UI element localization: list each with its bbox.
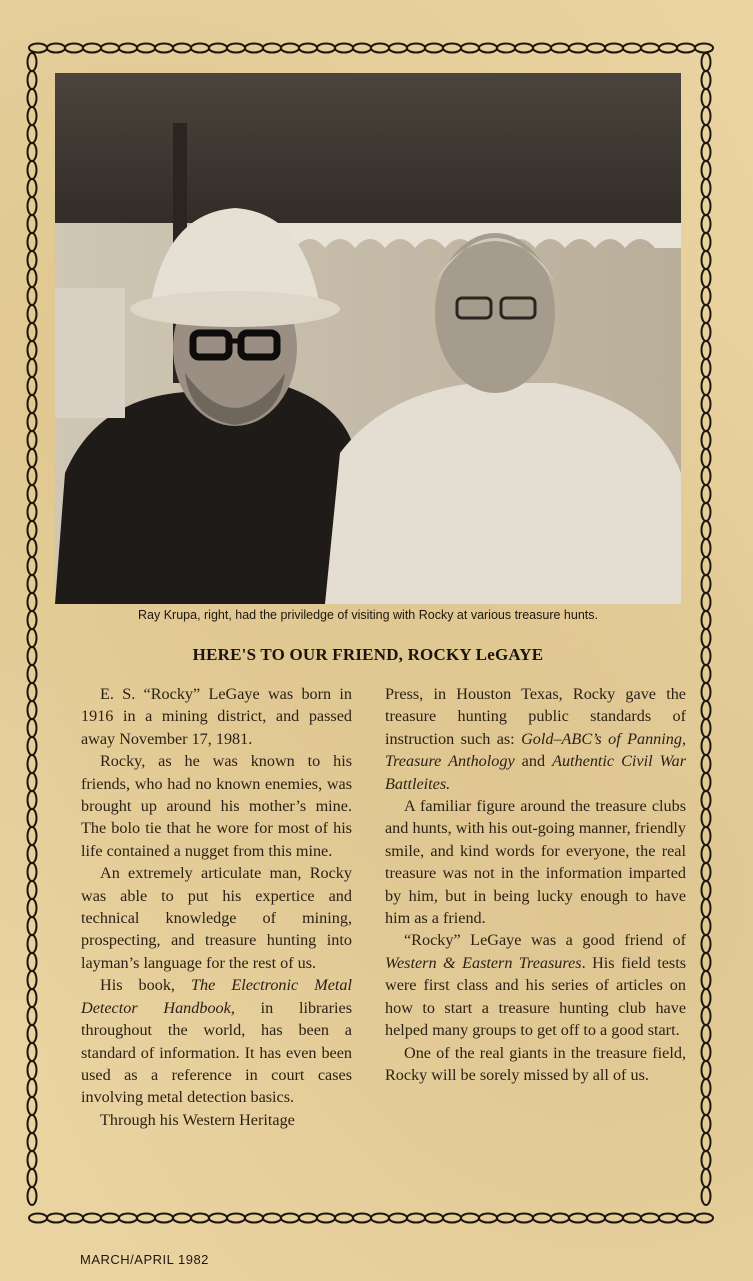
border-link bbox=[702, 557, 711, 575]
border-link bbox=[245, 1214, 263, 1223]
border-link bbox=[702, 287, 711, 305]
border-link bbox=[65, 44, 83, 53]
border-link bbox=[65, 1214, 83, 1223]
border-link bbox=[28, 737, 37, 755]
border-link bbox=[28, 791, 37, 809]
border-link bbox=[702, 611, 711, 629]
border-link bbox=[695, 1214, 713, 1223]
border-link bbox=[702, 467, 711, 485]
paragraph: One of the real giants in the treasure field, Rocky will be sorely missed by all of us. bbox=[385, 1043, 686, 1084]
border-link bbox=[29, 44, 47, 53]
border-link bbox=[702, 377, 711, 395]
border-link bbox=[702, 251, 711, 269]
border-link bbox=[28, 539, 37, 557]
border-link bbox=[173, 44, 191, 53]
border-link bbox=[119, 44, 137, 53]
border-link bbox=[209, 44, 227, 53]
border-link bbox=[28, 863, 37, 881]
border-link bbox=[587, 44, 605, 53]
border-link bbox=[702, 359, 711, 377]
border-link bbox=[702, 539, 711, 557]
border-link bbox=[28, 719, 37, 737]
paragraph: A familiar figure around the treasure clubs and hunts, with his out-going manner, friendly smile, and kind words for everyone, the real treasure was not in the information imparted by him, but in being lucky enough to have him as a friend. bbox=[385, 797, 686, 928]
border-link bbox=[702, 1097, 711, 1115]
paragraph: Through his Western Heritage bbox=[100, 1110, 295, 1129]
border-link bbox=[702, 863, 711, 881]
border-link bbox=[659, 1214, 677, 1223]
border-link bbox=[83, 1214, 101, 1223]
border-link bbox=[28, 233, 37, 251]
border-link bbox=[702, 1007, 711, 1025]
border-link bbox=[28, 197, 37, 215]
border-link bbox=[137, 44, 155, 53]
border-link bbox=[28, 1115, 37, 1133]
text-run: . His field tests were first class and his series of articles on how to start a treasure hunting club have helped many groups to get off to a good start. bbox=[385, 953, 686, 1040]
border-link bbox=[702, 881, 711, 899]
border-link bbox=[702, 323, 711, 341]
border-link bbox=[28, 215, 37, 233]
paragraph: An extremely articulate man, Rocky was able to put his expertice and technical knowledge of mining, prospecting, and treasure hunting into layman’s language for the rest of us. bbox=[81, 864, 352, 972]
border-link bbox=[28, 359, 37, 377]
border-link bbox=[702, 701, 711, 719]
border-link bbox=[28, 1043, 37, 1061]
border-link bbox=[28, 1187, 37, 1205]
border-link bbox=[28, 287, 37, 305]
border-link bbox=[443, 44, 461, 53]
border-link bbox=[28, 827, 37, 845]
border-link bbox=[389, 1214, 407, 1223]
border-link bbox=[173, 1214, 191, 1223]
border-link bbox=[702, 71, 711, 89]
border-link bbox=[28, 143, 37, 161]
border-link bbox=[28, 1025, 37, 1043]
border-link bbox=[702, 395, 711, 413]
border-link bbox=[702, 125, 711, 143]
border-link bbox=[515, 1214, 533, 1223]
border-link bbox=[28, 377, 37, 395]
border-link bbox=[227, 1214, 245, 1223]
border-link bbox=[702, 143, 711, 161]
border-link bbox=[28, 845, 37, 863]
border-link bbox=[702, 305, 711, 323]
border-link bbox=[371, 44, 389, 53]
border-link bbox=[569, 1214, 587, 1223]
border-link bbox=[28, 269, 37, 287]
border-link bbox=[479, 44, 497, 53]
border-link bbox=[28, 701, 37, 719]
text-run: Press, in Houston Texas, Rocky gave the treasure hunting public standards of instruction such as: bbox=[385, 685, 686, 748]
border-link bbox=[28, 683, 37, 701]
border-link bbox=[702, 1169, 711, 1187]
border-link bbox=[28, 935, 37, 953]
border-link bbox=[702, 827, 711, 845]
border-link bbox=[702, 1061, 711, 1079]
border-link bbox=[28, 503, 37, 521]
border-link bbox=[28, 899, 37, 917]
border-link bbox=[407, 1214, 425, 1223]
border-link bbox=[702, 953, 711, 971]
border-link bbox=[28, 647, 37, 665]
border-link bbox=[28, 881, 37, 899]
paragraph bbox=[385, 683, 686, 795]
border-link bbox=[28, 251, 37, 269]
border-link bbox=[533, 44, 551, 53]
border-link bbox=[28, 989, 37, 1007]
text-run: “Rocky” LeGaye was a good friend of bbox=[404, 931, 686, 950]
border-link bbox=[263, 1214, 281, 1223]
border-link bbox=[702, 269, 711, 287]
border-link bbox=[28, 179, 37, 197]
border-link bbox=[28, 629, 37, 647]
paragraph: Rocky, as he was known to his friends, who had no known enemies, was brought up around his mother’s mine. The bolo tie that he wore for most of his life contained a nugget from this mine. bbox=[81, 752, 352, 860]
border-link bbox=[263, 44, 281, 53]
border-link bbox=[28, 521, 37, 539]
border-link bbox=[281, 44, 299, 53]
border-link bbox=[702, 197, 711, 215]
border-link bbox=[28, 467, 37, 485]
border-link bbox=[702, 719, 711, 737]
border-link bbox=[702, 845, 711, 863]
border-link bbox=[605, 44, 623, 53]
border-link bbox=[702, 899, 711, 917]
border-link bbox=[425, 44, 443, 53]
border-link bbox=[317, 44, 335, 53]
photograph bbox=[55, 73, 681, 604]
border-link bbox=[227, 44, 245, 53]
border-link bbox=[702, 485, 711, 503]
border-link bbox=[245, 44, 263, 53]
border-link bbox=[641, 1214, 659, 1223]
border-link bbox=[119, 1214, 137, 1223]
border-link bbox=[702, 1187, 711, 1205]
book-title: Gold–ABC’s of Panning, Treasure Anthology bbox=[385, 729, 686, 771]
border-link bbox=[28, 431, 37, 449]
border-link bbox=[28, 323, 37, 341]
paragraph bbox=[385, 929, 686, 1041]
book-title: The Electronic Metal Detector Handbook bbox=[81, 976, 352, 1017]
border-link bbox=[702, 935, 711, 953]
border-link bbox=[659, 44, 677, 53]
border-link bbox=[191, 44, 209, 53]
border-link bbox=[702, 737, 711, 755]
border-link bbox=[702, 593, 711, 611]
paragraph bbox=[81, 974, 352, 1108]
border-link bbox=[461, 1214, 479, 1223]
border-link bbox=[28, 971, 37, 989]
border-link bbox=[191, 1214, 209, 1223]
border-link bbox=[28, 395, 37, 413]
border-link bbox=[569, 44, 587, 53]
border-link bbox=[479, 1214, 497, 1223]
border-link bbox=[551, 44, 569, 53]
border-link bbox=[702, 575, 711, 593]
text-run: His book, bbox=[100, 976, 192, 995]
border-link bbox=[299, 44, 317, 53]
border-link bbox=[587, 1214, 605, 1223]
article-column-left bbox=[81, 683, 352, 1131]
border-link bbox=[137, 1214, 155, 1223]
border-link bbox=[702, 665, 711, 683]
border-link bbox=[28, 161, 37, 179]
border-link bbox=[425, 1214, 443, 1223]
border-link bbox=[605, 1214, 623, 1223]
border-link bbox=[461, 44, 479, 53]
border-link bbox=[702, 1115, 711, 1133]
border-link bbox=[28, 413, 37, 431]
border-link bbox=[702, 161, 711, 179]
border-link bbox=[28, 1097, 37, 1115]
border-link bbox=[702, 449, 711, 467]
border-link bbox=[623, 44, 641, 53]
border-link bbox=[677, 44, 695, 53]
border-link bbox=[702, 107, 711, 125]
border-link bbox=[28, 125, 37, 143]
border-link bbox=[702, 431, 711, 449]
border-link bbox=[702, 179, 711, 197]
border-link bbox=[299, 1214, 317, 1223]
border-link bbox=[28, 917, 37, 935]
border-link bbox=[28, 341, 37, 359]
border-link bbox=[702, 1043, 711, 1061]
border-link bbox=[623, 1214, 641, 1223]
border-link bbox=[515, 44, 533, 53]
border-link bbox=[702, 53, 711, 71]
book-title: Authentic Civil War Battleites. bbox=[385, 752, 687, 793]
border-link bbox=[641, 44, 659, 53]
border-link bbox=[28, 1151, 37, 1169]
border-link bbox=[101, 44, 119, 53]
border-link bbox=[371, 1214, 389, 1223]
border-link bbox=[702, 89, 711, 107]
border-link bbox=[155, 44, 173, 53]
border-link bbox=[702, 791, 711, 809]
border-link bbox=[28, 575, 37, 593]
border-link bbox=[702, 629, 711, 647]
border-link bbox=[155, 1214, 173, 1223]
border-link bbox=[28, 1007, 37, 1025]
border-link bbox=[533, 1214, 551, 1223]
border-link bbox=[407, 44, 425, 53]
text-run: and bbox=[514, 752, 553, 771]
border-link bbox=[28, 809, 37, 827]
border-link bbox=[47, 1214, 65, 1223]
border-link bbox=[28, 305, 37, 323]
border-link bbox=[702, 215, 711, 233]
border-link bbox=[29, 1214, 47, 1223]
magazine-title: Western & Eastern Treasures bbox=[385, 953, 582, 972]
border-link bbox=[28, 71, 37, 89]
article-headline: HERE'S TO OUR FRIEND, ROCKY LeGAYE bbox=[192, 645, 544, 664]
border-link bbox=[702, 1079, 711, 1097]
border-link bbox=[28, 89, 37, 107]
text-run: , in libraries throughout the world, has been a standard of information. It has even been used as a reference in court cases involving metal detection basics. bbox=[81, 998, 352, 1107]
border-link bbox=[317, 1214, 335, 1223]
border-link bbox=[702, 521, 711, 539]
border-link bbox=[702, 647, 711, 665]
border-link bbox=[702, 755, 711, 773]
border-link bbox=[702, 1151, 711, 1169]
border-link bbox=[702, 503, 711, 521]
border-link bbox=[389, 44, 407, 53]
photo-caption: Ray Krupa, right, had the priviledge of visiting with Rocky at various treasure hunts. bbox=[138, 608, 598, 622]
border-link bbox=[702, 341, 711, 359]
border-link bbox=[702, 683, 711, 701]
border-link bbox=[28, 1079, 37, 1097]
border-link bbox=[28, 665, 37, 683]
border-link bbox=[47, 44, 65, 53]
border-link bbox=[28, 611, 37, 629]
border-link bbox=[497, 44, 515, 53]
border-link bbox=[702, 1133, 711, 1151]
border-link bbox=[281, 1214, 299, 1223]
paragraph: E. S. “Rocky” LeGaye was born in 1916 in a mining district, and passed away November 17, 1981. bbox=[81, 685, 352, 748]
border-link bbox=[28, 449, 37, 467]
border-link bbox=[702, 989, 711, 1007]
border-link bbox=[702, 917, 711, 935]
border-link bbox=[28, 1169, 37, 1187]
photo-illustration bbox=[55, 73, 681, 604]
border-link bbox=[28, 557, 37, 575]
border-link bbox=[551, 1214, 569, 1223]
border-link bbox=[28, 53, 37, 71]
border-link bbox=[28, 1061, 37, 1079]
border-link bbox=[28, 1133, 37, 1151]
border-link bbox=[28, 593, 37, 611]
border-link bbox=[28, 755, 37, 773]
border-link bbox=[353, 1214, 371, 1223]
border-link bbox=[702, 1025, 711, 1043]
border-link bbox=[28, 485, 37, 503]
border-link bbox=[28, 953, 37, 971]
border-link bbox=[702, 809, 711, 827]
border-link bbox=[353, 44, 371, 53]
border-link bbox=[83, 44, 101, 53]
border-link bbox=[702, 773, 711, 791]
border-link bbox=[702, 971, 711, 989]
border-link bbox=[335, 1214, 353, 1223]
border-link bbox=[101, 1214, 119, 1223]
border-link bbox=[702, 233, 711, 251]
border-link bbox=[209, 1214, 227, 1223]
border-link bbox=[335, 44, 353, 53]
issue-date: MARCH/APRIL 1982 bbox=[80, 1252, 209, 1267]
border-link bbox=[28, 107, 37, 125]
article-column-right bbox=[385, 683, 686, 1086]
border-link bbox=[497, 1214, 515, 1223]
border-link bbox=[443, 1214, 461, 1223]
border-link bbox=[677, 1214, 695, 1223]
border-link bbox=[702, 413, 711, 431]
border-link bbox=[695, 44, 713, 53]
border-link bbox=[28, 773, 37, 791]
